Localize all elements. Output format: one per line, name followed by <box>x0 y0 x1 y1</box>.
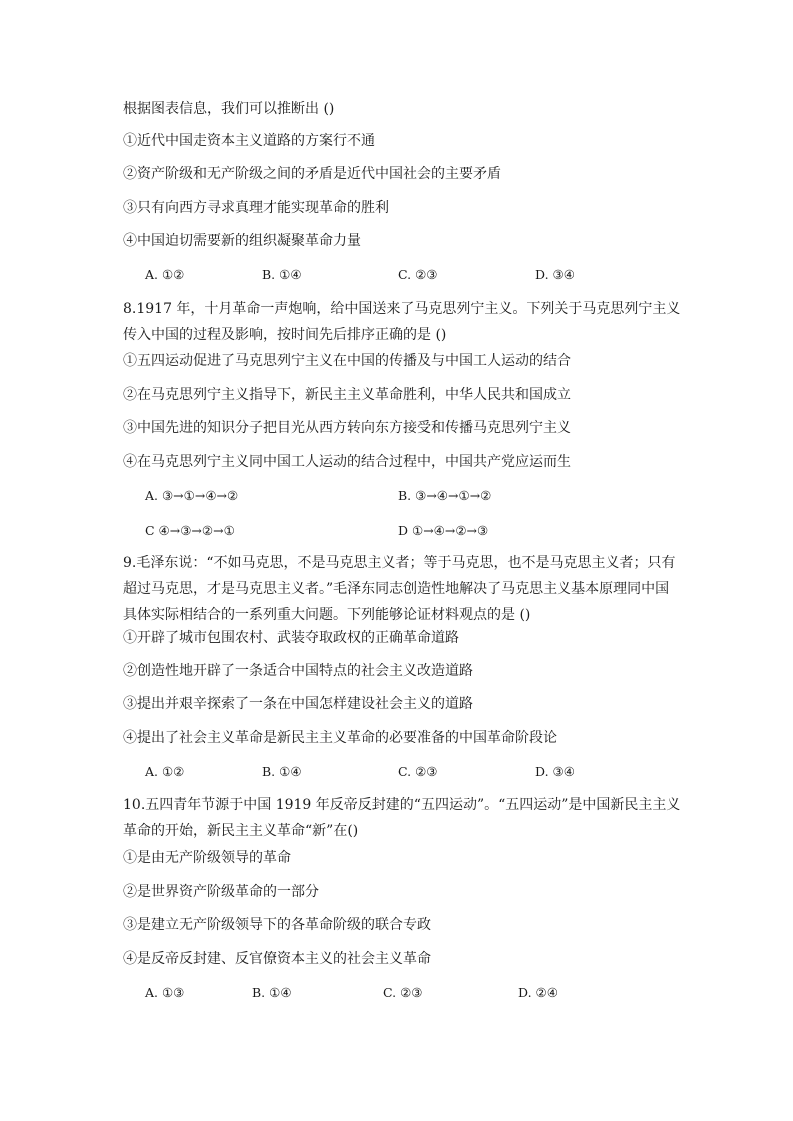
q9-item-1: ①开辟了城市包围农村、武装夺取政权的正确革命道路 <box>123 630 459 646</box>
q9-stem: 9.毛泽东说：“不如马克思，不是马克思主义者；等于马克思，也不是马克思主义者；只有超过马克思，才是马克思主义者。”毛泽东同志创造性地解决了马克思主义基本原理同中国具体实际相结合的一系列重大问题。下列能够论证材料观点的是 () <box>123 555 676 623</box>
q8-item-1: ①五四运动促进了马克思列宁主义在中国的传播及与中国工人运动的结合 <box>123 353 571 369</box>
q10-option-b: B. ①④ <box>252 985 292 1000</box>
intro-item-1: ①近代中国走资本主义道路的方案行不通 <box>123 133 375 149</box>
q9-item-2: ②创造性地开辟了一条适合中国特点的社会主义改造道路 <box>123 663 473 679</box>
q8-item-4: ④在马克思列宁主义同中国工人运动的结合过程中，中国共产党应运而生 <box>123 454 571 470</box>
q8-option-a: A. ③→①→④→② <box>145 488 239 503</box>
q9-option-a: A. ①② <box>145 764 185 779</box>
q9-item-4: ④提出了社会主义革命是新民主主义革命的必要准备的中国革命阶段论 <box>123 730 557 746</box>
q9-item-3: ③提出并艰辛探索了一条在中国怎样建设社会主义的道路 <box>123 696 473 712</box>
intro-option-b: B. ①④ <box>262 267 302 282</box>
q8-stem: 8.1917 年，十月革命一声炮响，给中国送来了马克思列宁主义。下列关于马克思列宁主义传入中国的过程及影响，按时间先后排序正确的是 () <box>123 301 681 343</box>
intro-option-c: C. ②③ <box>398 267 438 282</box>
q10-stem: 10.五四青年节源于中国 1919 年反帝反封建的“五四运动”。“五四运动”是中国新民主主义革命的开始，新民主主义革命“新”在() <box>123 797 681 839</box>
q8-item-2: ②在马克思列宁主义指导下，新民主主义革命胜利，中华人民共和国成立 <box>123 387 571 403</box>
q10-option-c: C. ②③ <box>383 985 423 1000</box>
intro-option-a: A. ①② <box>145 267 185 282</box>
q10-item-2: ②是世界资产阶级革命的一部分 <box>123 884 319 900</box>
q8-option-b: B. ③→④→①→② <box>398 488 492 503</box>
q10-option-a: A. ①③ <box>145 985 185 1000</box>
intro-item-4: ④中国迫切需要新的组织凝聚革命力量 <box>123 233 361 249</box>
q9-option-d: D. ③④ <box>535 764 575 779</box>
q8-option-c: C ④→③→②→① <box>145 523 235 538</box>
q8-option-d: D ①→④→②→③ <box>398 523 489 538</box>
q10-item-1: ①是由无产阶级领导的革命 <box>123 850 291 866</box>
intro-option-d: D. ③④ <box>535 267 575 282</box>
intro-item-2: ②资产阶级和无产阶级之间的矛盾是近代中国社会的主要矛盾 <box>123 166 501 182</box>
q10-item-3: ③是建立无产阶级领导下的各革命阶级的联合专政 <box>123 917 431 933</box>
q9-option-b: B. ①④ <box>262 764 302 779</box>
q9-option-c: C. ②③ <box>398 764 438 779</box>
q8-item-3: ③中国先进的知识分子把目光从西方转向东方接受和传播马克思列宁主义 <box>123 420 571 436</box>
intro-stem: 根据图表信息，我们可以推断出 () <box>123 101 335 117</box>
q10-item-4: ④是反帝反封建、反官僚资本主义的社会主义革命 <box>123 951 431 967</box>
intro-item-3: ③只有向西方寻求真理才能实现革命的胜利 <box>123 200 389 216</box>
q10-option-d: D. ②④ <box>518 985 558 1000</box>
